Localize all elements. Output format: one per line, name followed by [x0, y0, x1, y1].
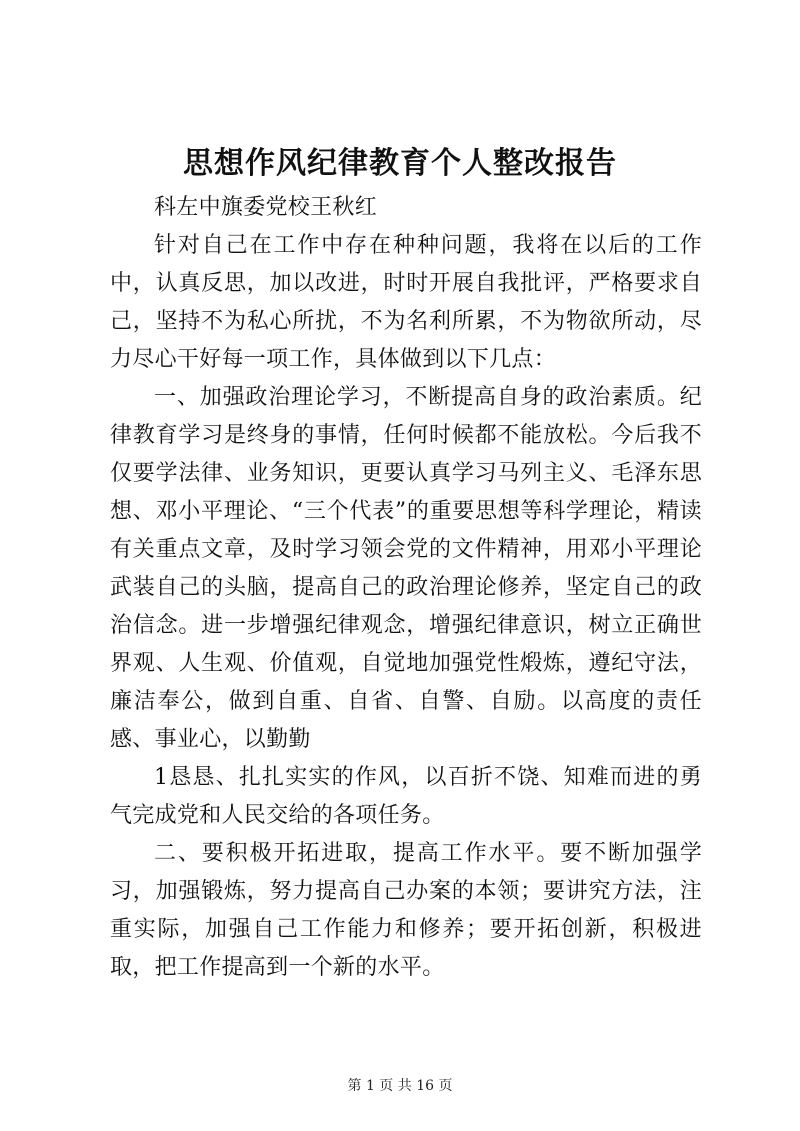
paragraph-section-one: 一、加强政治理论学习，不断提高自身的政治素质。纪律教育学习是终身的事情，任何时候都不能放松。今后我不仅要学法律、业务知识，更要认真学习马列主义、毛泽东思想、邓小平理论、“三个代表”的重要思想等科学理论，精读有关重点文章，及时学习领会党的文件精神，用邓小平理论武装自己的头脑，提高自己的政治理论修养，坚定自己的政治信念。进一步增强纪律观念，增强纪律意识，树立正确世界观、人生观、价值观，自觉地加强党性煅炼，遵纪守法，廉洁奉公，做到自重、自省、自警、自励。以高度的责任感、事业心，以勤勤 [110, 385, 702, 752]
paragraph-intro: 针对自己在工作中存在种种问题，我将在以后的工作中，认真反思，加以改进，时时开展自我批评，严格要求自己，坚持不为私心所扰，不为名利所累，不为物欲所动，尽力尽心干好每一项工作，具体做到以下几点： [110, 233, 702, 372]
paragraph-section-two: 二、要积极开拓进取，提高工作水平。要不断加强学习，加强锻炼，努力提高自己办案的本领；要讲究方法，注重实际，加强自己工作能力和修养；要开拓创新，积极进取，把工作提高到一个新的水平。 [110, 841, 702, 980]
paragraph-continuation: 1恳恳、扎扎实实的作风，以百折不饶、知难而进的勇气完成党和人民交给的各项任务。 [110, 765, 702, 828]
document-title: 思想作风纪律教育个人整改报告 [183, 146, 617, 181]
author-line: 科左中旗委党校王秋红 [154, 195, 378, 220]
page-footer: 第 1 页 共 16 页 [347, 1078, 453, 1094]
document-body [110, 189, 702, 987]
